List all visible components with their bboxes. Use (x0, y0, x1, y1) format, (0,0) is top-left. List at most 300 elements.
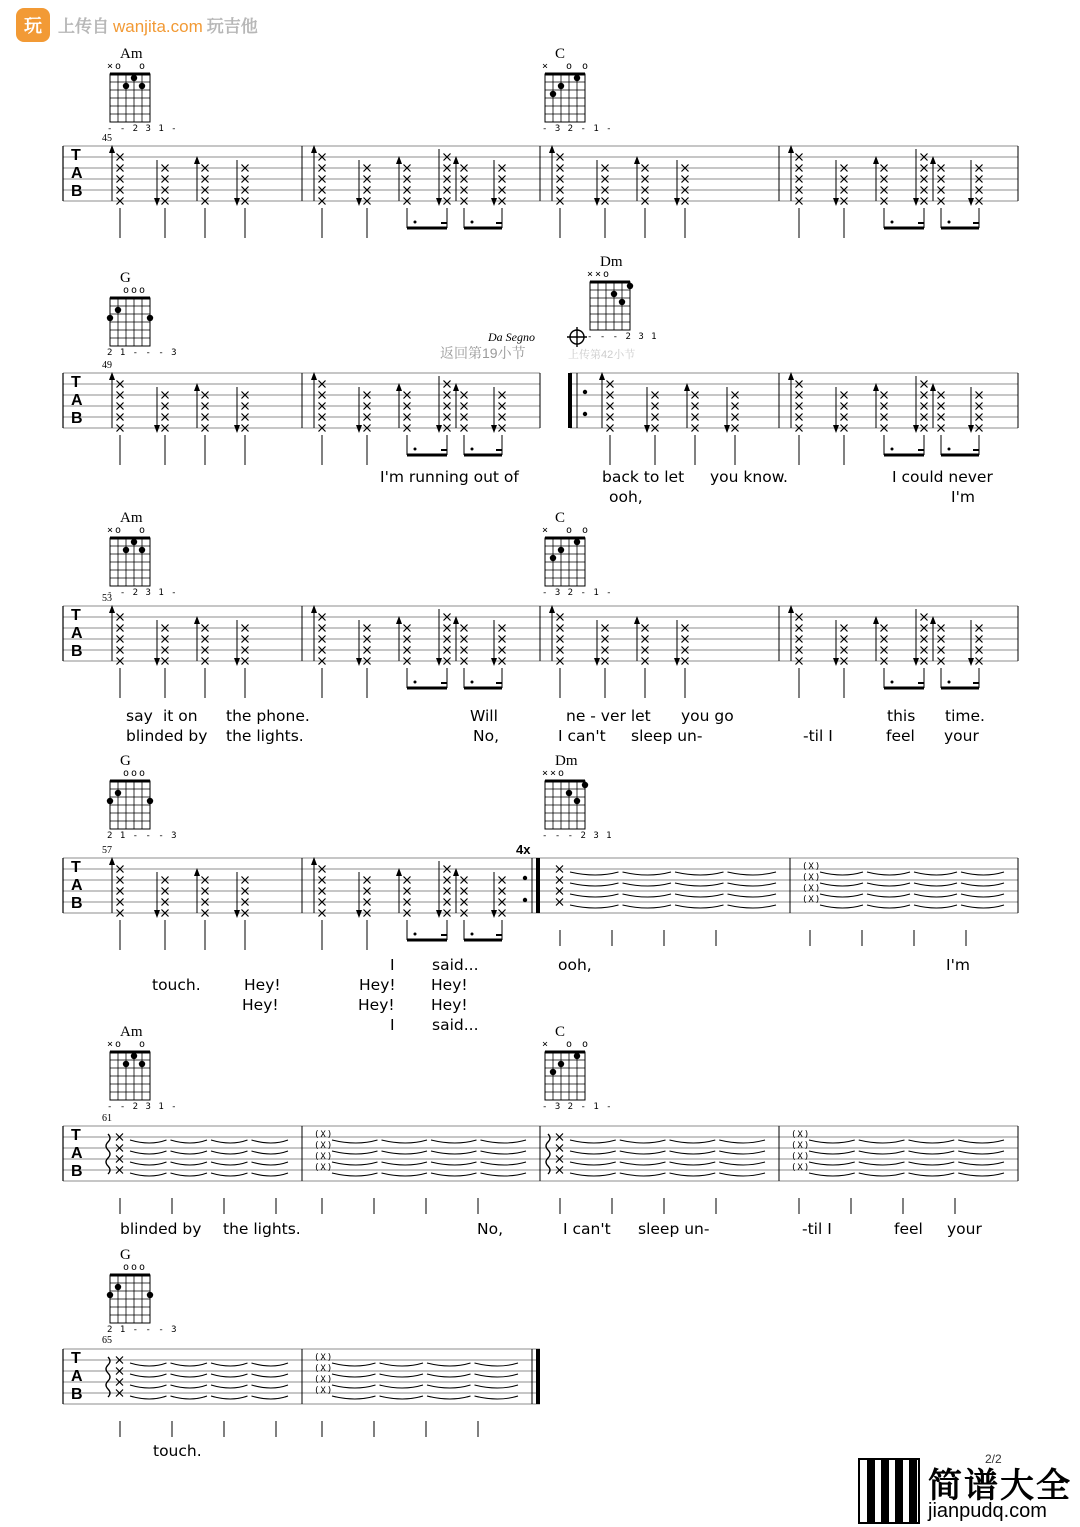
strum-up-arrow (873, 616, 879, 624)
strum-down-arrow (724, 425, 730, 433)
strum-x (364, 910, 371, 917)
strum-x (242, 176, 249, 183)
strum-down-arrow (594, 658, 600, 666)
chord-grid (545, 781, 585, 829)
tie-arc (211, 1374, 248, 1377)
chord-name-g: G (120, 1247, 131, 1263)
finger-dot (115, 1284, 121, 1290)
strum-x (607, 381, 614, 388)
strum-x (242, 392, 249, 399)
chord-name-c: C (555, 1024, 566, 1040)
strum-x (319, 910, 326, 917)
strum-x (319, 414, 326, 421)
site-url[interactable]: wanjita.com (113, 17, 203, 36)
tie-arc (570, 1140, 616, 1143)
tie-arc (171, 1140, 208, 1143)
strum-x (461, 636, 468, 643)
footer-logo (858, 1458, 1078, 1526)
strum-x (319, 165, 326, 172)
tie-arc (670, 1173, 716, 1176)
strum-x (732, 392, 739, 399)
strum-down-arrow (356, 425, 362, 433)
held-x (556, 1134, 563, 1141)
strum-x (881, 403, 888, 410)
strum-down-arrow (234, 425, 240, 433)
tie-arc (728, 894, 777, 897)
tie-arc (719, 1140, 765, 1143)
strum-x (796, 625, 803, 632)
strum-x (404, 165, 411, 172)
tie-arc (211, 1363, 248, 1366)
footer-title: 简谱大全 (928, 1467, 1072, 1505)
strum-x (499, 899, 506, 906)
chord-grid (110, 538, 150, 586)
tie-arc (211, 1173, 248, 1176)
footer-url[interactable]: jianpudq.com (928, 1500, 1047, 1522)
strum-x (117, 381, 124, 388)
strum-x (499, 647, 506, 654)
strum-down-arrow (968, 198, 974, 206)
strum-x (202, 899, 209, 906)
lyric-system-2: you know. (710, 468, 788, 486)
strum-x (404, 403, 411, 410)
strum-x (444, 647, 451, 654)
tie-arc (431, 1173, 477, 1176)
tab-letter-a: A (71, 877, 83, 894)
tie-arc (914, 894, 957, 897)
strum-down-arrow (644, 425, 650, 433)
lyric-system-2: I'm running out of (380, 468, 519, 486)
strum-x (444, 636, 451, 643)
strum-x (461, 899, 468, 906)
strum-x (319, 658, 326, 665)
strum-x (642, 165, 649, 172)
strum-x (444, 187, 451, 194)
chord-grid (545, 74, 585, 122)
strum-x (796, 414, 803, 421)
strum-x (117, 899, 124, 906)
strum-x (162, 176, 169, 183)
tie-arc (820, 883, 863, 886)
strum-x (444, 414, 451, 421)
strum-up-arrow (788, 145, 794, 153)
finger-dot (574, 798, 580, 804)
strum-x (404, 425, 411, 432)
tie-arc (252, 1396, 289, 1399)
strum-x (162, 625, 169, 632)
strum-up-arrow (109, 605, 115, 613)
tie-arc (623, 894, 672, 897)
strum-x (364, 425, 371, 432)
strum-x (162, 414, 169, 421)
tab-letter-t: T (71, 1350, 81, 1367)
strum-x (921, 154, 928, 161)
tab-letter-a: A (71, 1145, 83, 1162)
strum-x (202, 176, 209, 183)
strum-x (692, 392, 699, 399)
strum-x (117, 888, 124, 895)
strum-up-arrow (453, 156, 459, 164)
strum-x (602, 636, 609, 643)
lyric-system-3a: this (887, 707, 916, 725)
strum-x (444, 381, 451, 388)
tie-arc (382, 1162, 428, 1165)
strum-x (921, 392, 928, 399)
chord-fingering: - 3 2 - 1 - (542, 1102, 613, 1112)
strum-down-arrow (968, 658, 974, 666)
string-marker: o (582, 1039, 590, 1050)
tie-arc (728, 905, 777, 908)
tab-letter-t: T (71, 1127, 81, 1144)
strum-up-arrow (194, 868, 200, 876)
held-x (556, 888, 563, 895)
tied-note: (X) (314, 1386, 334, 1396)
tab-letter-a: A (71, 625, 83, 642)
tie-arc (570, 872, 619, 875)
strum-x (319, 625, 326, 632)
strum-x (117, 625, 124, 632)
string-marker: × (542, 768, 550, 779)
string-marker: o (139, 768, 147, 779)
string-marker: × (107, 1039, 115, 1050)
tie-arc (382, 1140, 428, 1143)
tied-note: (X) (314, 1163, 334, 1173)
strum-x (881, 625, 888, 632)
string-marker: o (566, 1039, 574, 1050)
tie-arc (809, 1162, 855, 1165)
finger-dot (115, 307, 121, 313)
chord-fingering: 2 1 - - - 3 (107, 1325, 178, 1335)
tie-arc (427, 1385, 471, 1388)
tie-arc (719, 1162, 765, 1165)
strum-x (319, 381, 326, 388)
tab-letter-b: B (71, 1386, 83, 1403)
tie-arc (675, 883, 724, 886)
strum-x (202, 425, 209, 432)
chord-grid (110, 1052, 150, 1100)
strum-x (319, 425, 326, 432)
strum-x (976, 165, 983, 172)
strum-x (444, 866, 451, 873)
string-marker: o (603, 269, 611, 280)
lyric-system-4b: touch. (152, 976, 201, 994)
strum-x (557, 187, 564, 194)
strum-x (162, 425, 169, 432)
strum-x (602, 165, 609, 172)
strum-x (364, 392, 371, 399)
strum-x (242, 414, 249, 421)
strum-x (117, 403, 124, 410)
tie-arc (867, 883, 910, 886)
measure-number-45: 45 (102, 133, 112, 144)
strum-x (117, 154, 124, 161)
strum-x (117, 414, 124, 421)
tie-arc (332, 1162, 378, 1165)
strum-x (921, 165, 928, 172)
tied-note: (X) (314, 1141, 334, 1151)
strum-x (461, 910, 468, 917)
strum-x (921, 658, 928, 665)
strum-x (444, 888, 451, 895)
tie-arc (719, 1173, 765, 1176)
strum-x (841, 414, 848, 421)
strum-x (796, 403, 803, 410)
strum-down-arrow (833, 425, 839, 433)
strum-up-arrow (599, 372, 605, 380)
string-marker: × (542, 61, 550, 72)
strum-x (461, 888, 468, 895)
lyric-system-4a: said... (432, 956, 479, 974)
strum-up-arrow (311, 857, 317, 865)
strum-x (461, 165, 468, 172)
strum-up-arrow (311, 605, 317, 613)
tab-letter-b: B (71, 410, 83, 427)
strum-x (117, 647, 124, 654)
strum-x (881, 198, 888, 205)
tie-arc (481, 1140, 527, 1143)
lyric-system-5: your (947, 1220, 982, 1238)
finger-dot (574, 75, 580, 81)
finger-dot (558, 547, 564, 553)
tie-arc (130, 1385, 167, 1388)
tie-arc (211, 1385, 248, 1388)
tie-arc (670, 1151, 716, 1154)
strum-x (404, 658, 411, 665)
strum-x (881, 647, 888, 654)
strum-x (319, 899, 326, 906)
strum-x (364, 414, 371, 421)
strum-x (242, 877, 249, 884)
strum-x (461, 187, 468, 194)
tie-arc (481, 1151, 527, 1154)
string-marker: × (595, 269, 603, 280)
strum-x (444, 403, 451, 410)
strum-up-arrow (194, 383, 200, 391)
strum-x (557, 647, 564, 654)
finger-dot (139, 83, 145, 89)
lyric-system-4a: I (390, 956, 395, 974)
strum-down-arrow (234, 658, 240, 666)
strum-x (557, 198, 564, 205)
string-marker: × (542, 1039, 550, 1050)
strum-x (841, 165, 848, 172)
strum-x (162, 165, 169, 172)
strum-x (796, 187, 803, 194)
chord-grid (545, 538, 585, 586)
tie-arc (620, 1140, 666, 1143)
chord-grid (545, 1052, 585, 1100)
strum-x (976, 658, 983, 665)
strum-x (732, 425, 739, 432)
strum-x (202, 636, 209, 643)
tie-arc (675, 905, 724, 908)
strum-x (938, 425, 945, 432)
string-marker: o (115, 61, 123, 72)
measure-number-57: 57 (102, 845, 112, 856)
tie-arc (332, 1151, 378, 1154)
tab-letter-a: A (71, 392, 83, 409)
strum-x (461, 198, 468, 205)
strum-x (976, 176, 983, 183)
tied-note: (X) (802, 873, 822, 883)
strum-up-arrow (873, 156, 879, 164)
strum-x (976, 414, 983, 421)
strum-up-arrow (930, 616, 936, 624)
strum-x (242, 658, 249, 665)
strum-up-arrow (788, 605, 794, 613)
tie-arc (475, 1363, 519, 1366)
string-marker: o (582, 525, 590, 536)
strum-x (319, 198, 326, 205)
finger-dot (619, 299, 625, 305)
lyric-system-4c: Hey! (431, 996, 468, 1014)
strum-x (444, 176, 451, 183)
tie-arc (380, 1396, 424, 1399)
strum-x (162, 899, 169, 906)
strum-x (117, 910, 124, 917)
tab-letter-b: B (71, 895, 83, 912)
strum-x (602, 658, 609, 665)
strum-x (921, 403, 928, 410)
tie-arc (958, 1140, 1004, 1143)
strum-x (499, 910, 506, 917)
strum-x (682, 198, 689, 205)
strum-x (921, 176, 928, 183)
tie-arc (867, 905, 910, 908)
page-number: 2/2 (985, 1452, 1002, 1466)
strum-x (938, 165, 945, 172)
tie-arc (130, 1374, 167, 1377)
tie-arc (859, 1162, 905, 1165)
strum-up-arrow (930, 383, 936, 391)
strum-down-arrow (154, 198, 160, 206)
strum-up-arrow (109, 145, 115, 153)
strum-down-arrow (154, 910, 160, 918)
tab-letter-a: A (71, 1368, 83, 1385)
tie-arc (475, 1396, 519, 1399)
strum-x (841, 647, 848, 654)
strum-x (602, 647, 609, 654)
strum-down-arrow (356, 910, 362, 918)
string-marker: o (131, 768, 139, 779)
strum-x (557, 614, 564, 621)
lyric-system-5: the lights. (223, 1220, 301, 1238)
chord-fingering: - - - 2 3 1 (587, 332, 658, 342)
strum-x (692, 403, 699, 410)
da-segno-marking: Da Segno (488, 330, 535, 344)
strum-x (444, 614, 451, 621)
strum-x (796, 198, 803, 205)
chord-fingering: - - 2 3 1 - (107, 588, 178, 598)
strum-x (364, 899, 371, 906)
strum-x (921, 381, 928, 388)
lyric-system-3a: say (126, 707, 153, 725)
tie-arc (481, 1162, 527, 1165)
repeat-count: 4x (516, 842, 531, 857)
strum-x (682, 658, 689, 665)
tie-arc (958, 1173, 1004, 1176)
strum-x (364, 658, 371, 665)
strum-x (242, 403, 249, 410)
strum-x (364, 187, 371, 194)
tie-arc (670, 1162, 716, 1165)
chord-grid (590, 282, 630, 330)
strum-x (117, 614, 124, 621)
strum-x (444, 658, 451, 665)
strum-x (796, 154, 803, 161)
strum-x (976, 198, 983, 205)
strum-up-arrow (453, 383, 459, 391)
strum-x (499, 403, 506, 410)
tie-arc (211, 1396, 248, 1399)
strum-x (557, 165, 564, 172)
strum-x (319, 392, 326, 399)
strum-x (499, 877, 506, 884)
finger-dot (627, 283, 633, 289)
repeat-dot (583, 412, 587, 416)
strum-x (499, 198, 506, 205)
site-logo: 玩 (16, 8, 50, 42)
strum-down-arrow (594, 198, 600, 206)
string-marker: × (542, 525, 550, 536)
finger-dot (107, 315, 113, 321)
finger-dot (558, 83, 564, 89)
tie-arc (171, 1374, 208, 1377)
tie-arc (130, 1396, 167, 1399)
tab-letter-b: B (71, 1163, 83, 1180)
strum-x (881, 176, 888, 183)
strum-down-arrow (968, 425, 974, 433)
strum-x (202, 625, 209, 632)
strum-down-arrow (491, 198, 497, 206)
tab-letter-t: T (71, 374, 81, 391)
held-x (116, 1357, 123, 1364)
tie-arc (380, 1363, 424, 1366)
lyric-system-3b: the lights. (226, 727, 304, 745)
strum-x (117, 636, 124, 643)
strum-x (404, 176, 411, 183)
string-marker: × (107, 525, 115, 536)
strum-x (319, 888, 326, 895)
strum-up-arrow (311, 145, 317, 153)
strum-x (607, 392, 614, 399)
tie-arc (670, 1140, 716, 1143)
lyric-system-3a: ne - ver let (566, 707, 651, 725)
finger-dot (147, 315, 153, 321)
strum-x (461, 877, 468, 884)
watermark-text: 上传第42小节 (568, 349, 636, 361)
tie-arc (914, 872, 957, 875)
strum-x (796, 165, 803, 172)
lyric-system-4a: ooh, (558, 956, 592, 974)
strum-up-arrow (194, 156, 200, 164)
upload-source (58, 12, 258, 37)
strum-x (364, 176, 371, 183)
string-marker: o (558, 768, 566, 779)
lyric-system-3b: blinded by (126, 727, 208, 745)
strum-x (202, 403, 209, 410)
tie-arc (620, 1162, 666, 1165)
strum-x (404, 198, 411, 205)
tie-arc (859, 1173, 905, 1176)
strum-x (404, 392, 411, 399)
strum-down-arrow (491, 658, 497, 666)
held-x (116, 1156, 123, 1163)
strum-x (242, 165, 249, 172)
strum-x (319, 403, 326, 410)
tie-arc (171, 1363, 208, 1366)
held-x (116, 1390, 123, 1397)
